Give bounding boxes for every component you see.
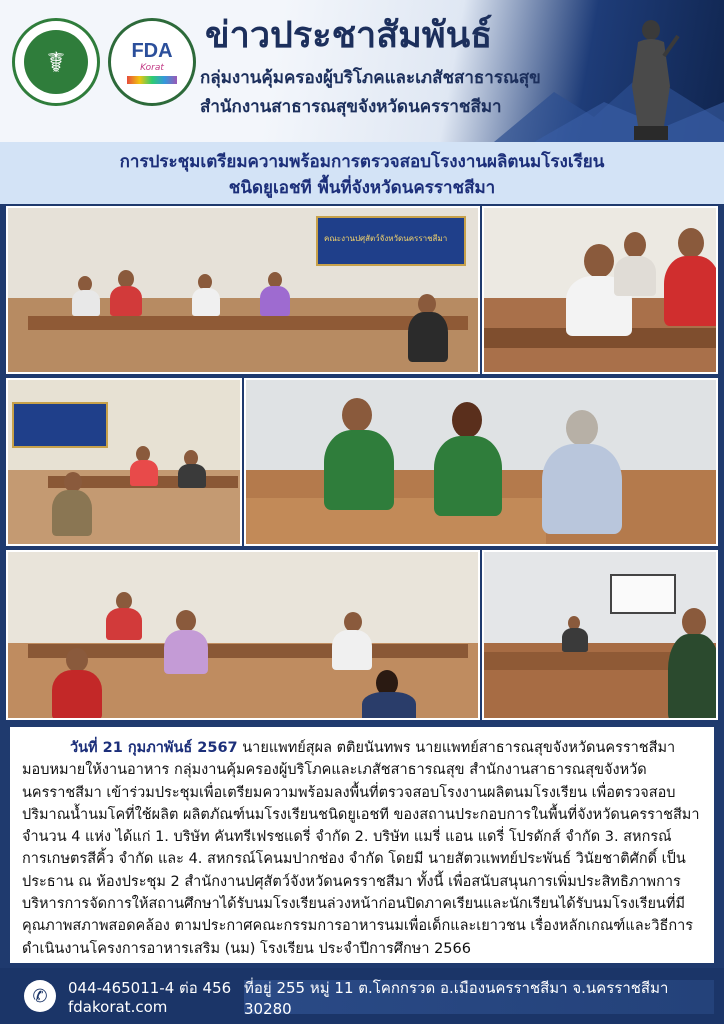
- photo-presentation-screen: [482, 550, 718, 720]
- photo-meeting-room-wide: [6, 206, 480, 374]
- phone-icon: ✆: [24, 980, 56, 1012]
- article-date: วันที่ 21 กุมภาพันธ์ 2567: [70, 740, 238, 756]
- department-name: กลุ่มงานคุ้มครองผู้บริโภคและเภสัชสาธารณสุข: [200, 68, 541, 88]
- footer-website[interactable]: fdakorat.com: [68, 998, 168, 1016]
- banner-text: คณะงานปศุสัตว์จังหวัดนครราชสีมา: [324, 234, 448, 243]
- article-paragraph: [22, 737, 702, 960]
- footer-address-text: ที่อยู่ 255 หมู่ 11 ต.โคกกรวด อ.เมืองนครราชสีมา จ.นครราชสีมา 30280: [244, 979, 669, 1018]
- caduceus-icon: ☤: [24, 30, 88, 94]
- headline-band: [0, 142, 724, 204]
- page-title: ข่าวประชาสัมพันธ์: [205, 15, 493, 56]
- footer-phone[interactable]: 044-465011-4 ต่อ 456: [68, 979, 232, 997]
- projector-screen: [610, 574, 676, 614]
- headline-line1: การประชุมเตรียมความพร้อมการตรวจสอบโรงงานผลิตนมโรงเรียน: [119, 152, 605, 172]
- stage-banner: [316, 216, 466, 266]
- fda-logo-bar: [127, 76, 177, 84]
- article-body: [10, 727, 714, 963]
- photo-meeting-long-table: [6, 550, 480, 720]
- header: [0, 0, 724, 142]
- mountain-graphic: [494, 62, 724, 142]
- footer-address: [244, 979, 714, 1018]
- fda-korat-logo: [108, 18, 196, 106]
- article-text: นายแพทย์สุผล ตติยนันทพร นายแพทย์สาธารณสุขจังหวัดนครราชสีมา มอบหมายให้งานอาหาร กลุ่มงานคุ้มครองผู้บริโภคและเภสัชสาธารณสุข สำนักงานสาธารณสุขจังหวัดนครราชสีมา เข้าร่วมประชุมเพื่อเตรียมความพร้อมลงพื้นที่ตรวจสอบโรงงานผลิตนมโรงเรียน เพื่อตรวจสอบปริมาณน้ำนมโคที่ใช้ผลิต ผลิตภัณฑ์นมโรงเรียนชนิดยูเอชที ของสถานประกอบการในพื้นที่จังหวัดนครราชสีมา จำนวน 4 แห่ง ได้แก่ 1. บริษัท คันทรีเฟรชแดรี่ จำกัด 2. บริษัท แมรี่ แอน แดรี่ โปรดักส์ จำกัด 3. สหกรณ์การเกษตรสีคิ้ว จำกัด และ 4. สหกรณ์โคนมปากช่อง จำกัด โดยมี นายสัตวแพทย์ประพันธ์ วินัยชาติศักดิ์ เป็นประธาน ณ ห้องประชุม 2 สำนักงานปศุสัตว์จังหวัดนครราชสีมา ทั้งนี้ เพื่อสนับสนุนการเพิ่มประสิทธิภาพการบริหารการจัดการให้สถานศึกษาได้รับนมโรงเรียนล่วงหน้าก่อนปิดภาคเรียนและนักเรียนได้รับนมโรงเรียนที่มีคุณภาพสภาพสอดคล้อง ตามประกาศคณะกรรมการอาหารนมเพื่อเด็กและเยาวชน เรื่องหลักเกณฑ์และวิธีการดำเนินงานโครงการอาหารเสริม (นม) โรงเรียน ประจำปีการศึกษา 2566: [22, 740, 700, 957]
- moph-logo: [12, 18, 100, 106]
- photo-three-officers: [244, 378, 718, 546]
- photo-officials-table: [482, 206, 718, 374]
- fda-logo-text: FDA: [131, 40, 173, 62]
- statue-icon: [620, 16, 682, 140]
- fda-logo-sub: Korat: [140, 63, 164, 73]
- footer: [0, 968, 724, 1024]
- office-name: สำนักงานสาธารณสุขจังหวัดนครราชสีมา: [200, 97, 502, 117]
- headline-line2: ชนิดยูเอชที พื้นที่จังหวัดนครราชสีมา: [228, 178, 496, 198]
- photo-room-side: [6, 378, 242, 546]
